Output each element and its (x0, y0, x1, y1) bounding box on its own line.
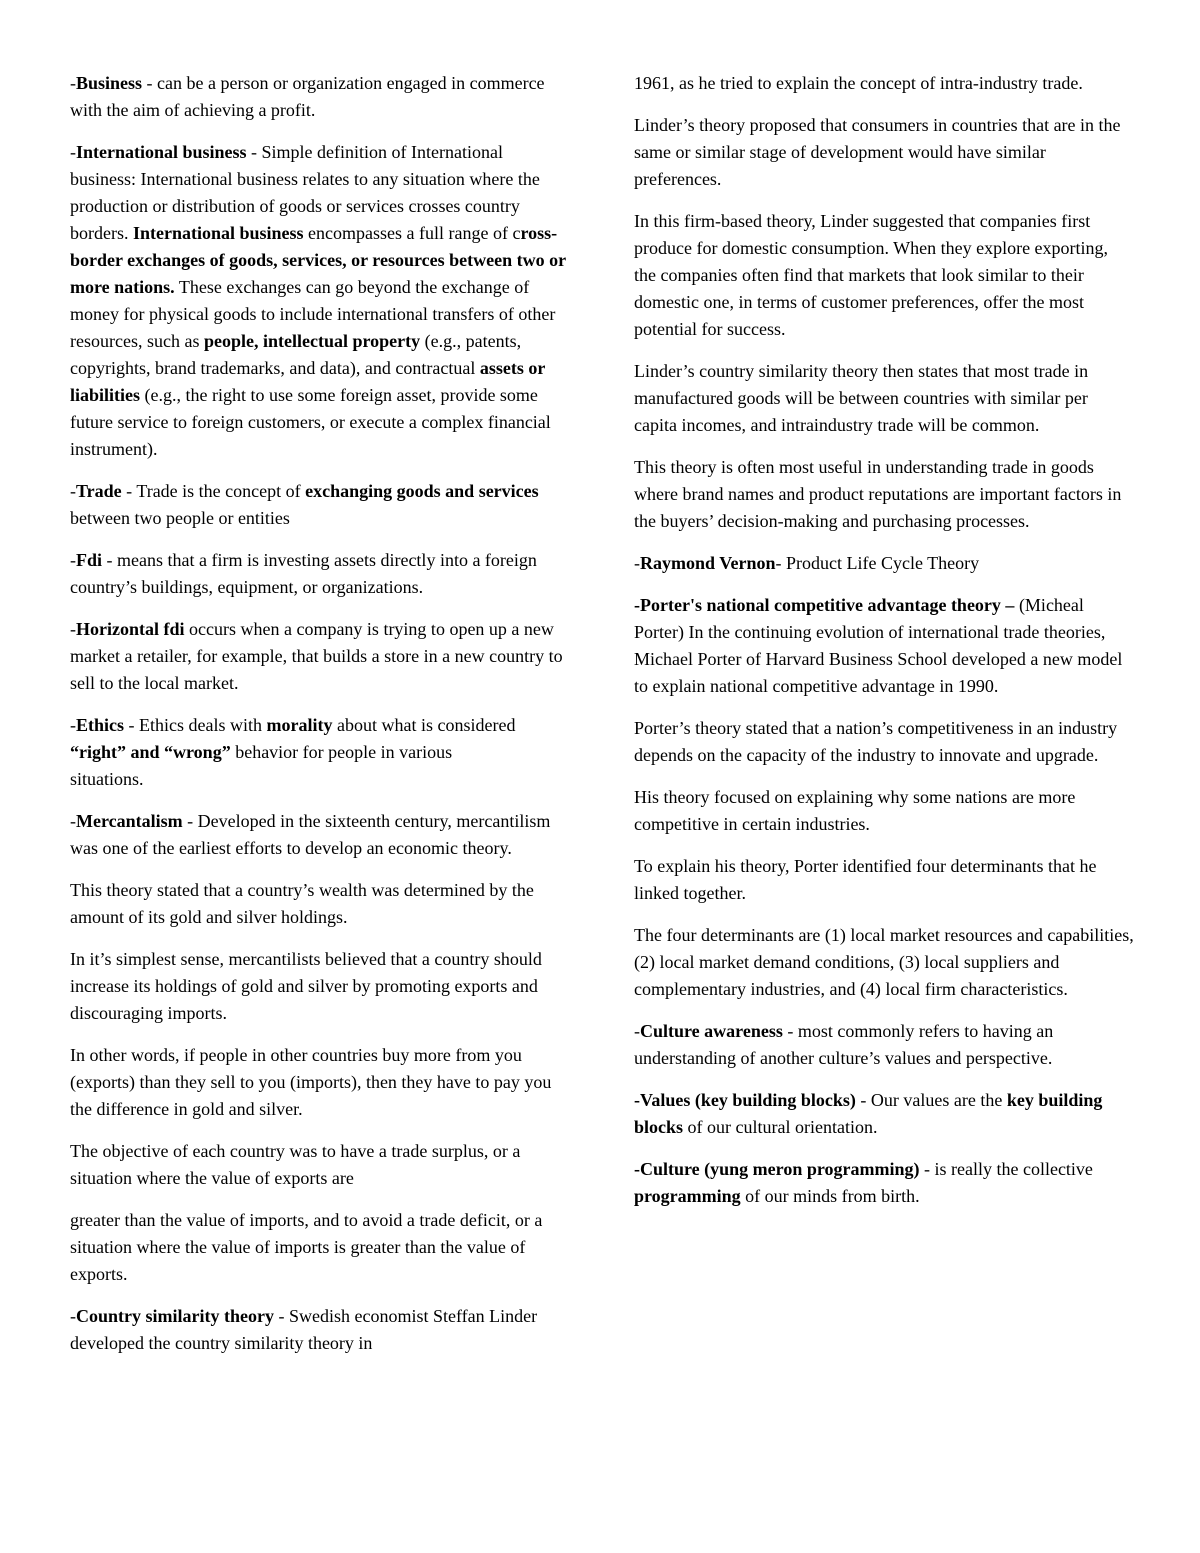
text-run: - (70, 481, 76, 501)
bold-term: -Culture (yung meron programming) (634, 1159, 920, 1179)
paragraph-porter-3 (634, 784, 1134, 838)
bold-term: exchanging goods and services (305, 481, 539, 501)
paragraph-raymond-vernon (634, 550, 1134, 577)
bold-term: Country similarity theory (76, 1306, 274, 1326)
paragraph-mercantalism-3 (70, 946, 570, 1027)
text-run: - Swedish economist Steffan Linder developed the country similarity theory in (70, 1306, 538, 1353)
text-run: - most commonly refers to having an understanding of another culture’s values and perspective. (634, 1021, 1054, 1068)
paragraph-linder-1 (634, 112, 1134, 193)
paragraph-country-similarity (70, 1303, 570, 1357)
text-run: Porter’s theory stated that a nation’s competitiveness in an industry depends on the capacity of the industry to innovate and upgrade. (634, 718, 1118, 765)
paragraph-business (70, 70, 570, 124)
text-run: Linder’s theory proposed that consumers in countries that are in the same or similar stage of development would have similar preferences. (634, 115, 1121, 189)
bold-term: -Values (key building blocks) (634, 1090, 856, 1110)
text-run: This theory is often most useful in understanding trade in goods where brand names and product reputations are important factors in the buyers’ decision-making and purchasing processes. (634, 457, 1122, 531)
bold-term: people, intellectual property (203, 331, 421, 351)
text-run: - Our values are the (855, 1090, 1007, 1110)
bold-term: Mercantalism (76, 811, 183, 831)
bold-term: International business (132, 223, 304, 243)
paragraph-trade (70, 478, 570, 532)
paragraph-country-similarity-cont (634, 70, 1134, 97)
text-run: - Trade is the concept of (121, 481, 306, 501)
right-column (634, 70, 1134, 1225)
text-run: (Micheal Porter) In the continuing evolution of international trade theories, Michael Porter of Harvard Business School developed a new model to explain national competitive advantage in 1990. (634, 595, 1123, 696)
paragraph-porter-1 (634, 592, 1134, 700)
text-run: - (70, 715, 76, 735)
paragraph-linder-2 (634, 208, 1134, 343)
paragraph-horizontal-fdi (70, 616, 570, 697)
text-run: These exchanges can go beyond the exchange of money for physical goods to include international transfers of other resources, such as (70, 277, 556, 351)
bold-term: -Porter's national competitive advantage theory – (634, 595, 1015, 615)
text-run: encompasses a full range of c (303, 223, 521, 243)
paragraph-ethics (70, 712, 570, 793)
text-run: Linder’s country similarity theory then states that most trade in manufactured goods will be between countries with similar per capita incomes, and intraindustry trade will be common. (634, 361, 1089, 435)
bold-term: Culture awareness (640, 1021, 783, 1041)
text-run: - (634, 553, 640, 573)
paragraph-porter-2 (634, 715, 1134, 769)
text-run: To explain his theory, Porter identified four determinants that he linked together. (634, 856, 1097, 903)
paragraph-values (634, 1087, 1134, 1141)
bold-term: International business (76, 142, 247, 162)
paragraph-porter-5 (634, 922, 1134, 1003)
text-run: about what is considered (332, 715, 516, 735)
paragraph-fdi (70, 547, 570, 601)
bold-term: assets or liabilities (70, 358, 546, 405)
text-run: - Developed in the sixteenth century, mercantilism was one of the earliest efforts to develop an economic theory. (70, 811, 551, 858)
text-run: - (634, 1021, 640, 1041)
text-run: - (70, 142, 76, 162)
text-run: In this firm-based theory, Linder suggested that companies first produce for domestic consumption. When they explore exporting, the companies often find that markets that look similar to their domestic one, in terms of customer preferences, offer the most potential for success. (634, 211, 1109, 339)
paragraph-mercantalism-6 (70, 1207, 570, 1288)
text-run: In other words, if people in other countries buy more from you (exports) than they sell to you (imports), then they have to pay you the difference in gold and silver. (70, 1045, 552, 1119)
text-run: greater than the value of imports, and to avoid a trade deficit, or a situation where the value of imports is greater than the value of exports. (70, 1210, 543, 1284)
paragraph-mercantalism (70, 808, 570, 862)
text-run: - can be a person or organization engaged in commerce with the aim of achieving a profit. (70, 73, 545, 120)
text-run: This theory stated that a country’s wealth was determined by the amount of its gold and silver holdings. (70, 880, 534, 927)
text-run: of our minds from birth. (740, 1186, 920, 1206)
text-run: - (70, 811, 76, 831)
text-run: - (70, 619, 76, 639)
text-run: - (70, 550, 76, 570)
text-run: between two people or entities (70, 508, 290, 528)
paragraph-international-business (70, 139, 570, 463)
text-run: behavior for people in various (230, 742, 453, 762)
bold-term: morality (266, 715, 333, 735)
text-run: 1961, as he tried to explain the concept of intra-industry trade. (634, 73, 1083, 93)
text-run: The objective of each country was to have a trade surplus, or a situation where the value of exports are (70, 1141, 521, 1188)
paragraph-mercantalism-4 (70, 1042, 570, 1123)
text-run: - (70, 1306, 76, 1326)
text-run: - Product Life Cycle Theory (775, 553, 980, 573)
paragraph-culture-awareness (634, 1018, 1134, 1072)
text-run: - Simple definition of International business: International business relates to any situation where the production or distribution of goods or services crosses country borders. (70, 142, 540, 243)
paragraph-mercantalism-5 (70, 1138, 570, 1192)
text-run: occurs when a company is trying to open up a new market a retailer, for example, that builds a store in a new country to sell to the local market. (70, 619, 563, 693)
bold-term: programming (634, 1186, 741, 1206)
bold-term: “right” and “wrong” (70, 742, 231, 762)
bold-term: key building blocks (634, 1090, 1103, 1137)
text-run: - (70, 73, 76, 93)
paragraph-linder-4 (634, 454, 1134, 535)
paragraph-mercantalism-2 (70, 877, 570, 931)
bold-term: Horizontal fdi (76, 619, 185, 639)
document-page (70, 70, 1134, 1530)
text-run: - means that a firm is investing assets directly into a foreign country’s buildings, equipment, or organizations. (70, 550, 537, 597)
text-run: - is really the collective (919, 1159, 1093, 1179)
paragraph-porter-4 (634, 853, 1134, 907)
bold-term: Fdi (76, 550, 103, 570)
bold-term: ross-border exchanges of goods, services, or resources between two or more nations. (70, 223, 566, 297)
bold-term: Business (76, 73, 143, 93)
left-column (70, 70, 570, 1357)
text-run: (e.g., the right to use some foreign asset, provide some future service to foreign customers, or execute a complex financial instrument). (70, 385, 551, 459)
bold-term: Ethics (76, 715, 125, 735)
text-run: The four determinants are (1) local market resources and capabilities, (2) local market demand conditions, (3) local suppliers and complementary industries, and (4) local firm characteristics. (634, 925, 1134, 999)
text-run: In it’s simplest sense, mercantilists believed that a country should increase its holdings of gold and silver by promoting exports and discouraging imports. (70, 949, 542, 1023)
text-run: situations. (70, 769, 144, 789)
text-run: (e.g., patents, copyrights, brand trademarks, and data), and contractual (70, 331, 522, 378)
paragraph-linder-3 (634, 358, 1134, 439)
bold-term: Trade (76, 481, 122, 501)
text-run: - Ethics deals with (124, 715, 267, 735)
text-run: of our cultural orientation. (683, 1117, 878, 1137)
text-run: His theory focused on explaining why some nations are more competitive in certain industries. (634, 787, 1076, 834)
bold-term: Raymond Vernon (640, 553, 776, 573)
paragraph-culture (634, 1156, 1134, 1210)
